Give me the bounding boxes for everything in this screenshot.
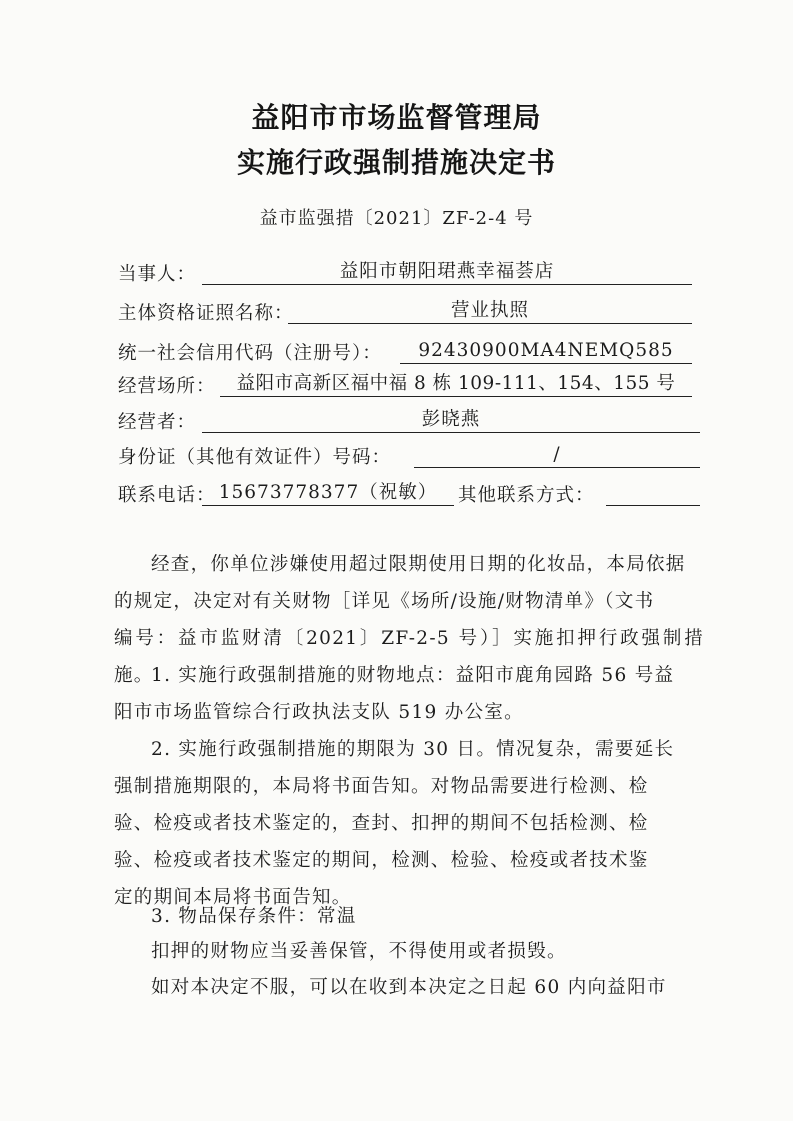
paragraph-line: 1. 实施行政强制措施的财物地点：益阳市鹿角园路 56 号益 [151,665,675,686]
document-title-line1: 益阳市市场监督管理局 [251,101,542,134]
paragraph-line: 3. 物品保存条件：常温 [151,906,357,927]
operator-label: 经营者： [118,412,197,433]
paragraph-line: 强制措施期限的，本局将书面告知。对物品需要进行检测、检 [114,776,649,797]
paragraph-line: 经查，你单位涉嫌使用超过限期使用日期的化妆品，本局依据 [151,554,686,575]
paragraph-item1 [114,657,704,731]
credit-code-label: 统一社会信用代码（注册号）： [118,343,382,364]
paragraph-line: 编号：益市监财清〔2021〕ZF-2-5 号）］实施扣押行政强制措施。 [114,628,704,686]
paragraph-line: 2. 实施行政强制措施的期限为 30 日。情况复杂，需要延长 [151,739,675,760]
phone-label: 联系电话： [118,485,216,506]
other-contact-label: 其他联系方式： [458,485,595,506]
paragraph-line: 定的期间本局将书面告知。 [114,887,352,908]
phone-value: 15673778377（祝敏） [202,481,454,506]
address-label: 经营场所： [118,376,216,397]
party-label: 当事人： [118,264,197,285]
document-number: 益市监强措〔2021〕ZF-2-4 号 [259,208,534,229]
license-label: 主体资格证照名称： [118,303,294,324]
paragraph-line: 验、检疫或者技术鉴定的期间，检测、检验、检疫或者技术鉴 [114,850,649,871]
paragraph-item3 [114,898,704,935]
id-number-label: 身份证（其他有效证件）号码： [118,447,392,468]
license-value: 营业执照 [288,299,692,324]
paragraph-line: 阳市市场监管综合行政执法支队 519 办公室。 [114,702,524,723]
operator-value: 彭晓燕 [202,408,700,433]
paragraph-line: 验、检疫或者技术鉴定的，查封、扣押的期间不包括检测、检 [114,813,649,834]
paragraph-custody [114,933,704,970]
credit-code-value: 92430900MA4NEMQ585 [400,339,692,364]
id-number-value: / [414,443,700,468]
paragraph-line: 的规定，决定对有关财物［详见《场所/设施/财物清单》（文书 [114,591,655,612]
document-title-line2: 实施行政强制措施决定书 [236,146,556,179]
paragraph-item2 [114,731,704,916]
party-value: 益阳市朝阳珺燕幸福荟店 [202,260,692,285]
other-contact-value [606,481,700,506]
address-value: 益阳市高新区福中福 8 栋 109-111、154、155 号 [220,372,692,397]
paragraph-appeal [114,969,704,1006]
paragraph-line: 如对本决定不服，可以在收到本决定之日起 60 内向益阳市 [151,977,667,998]
paragraph-line: 扣押的财物应当妥善保管，不得使用或者损毁。 [151,941,567,962]
